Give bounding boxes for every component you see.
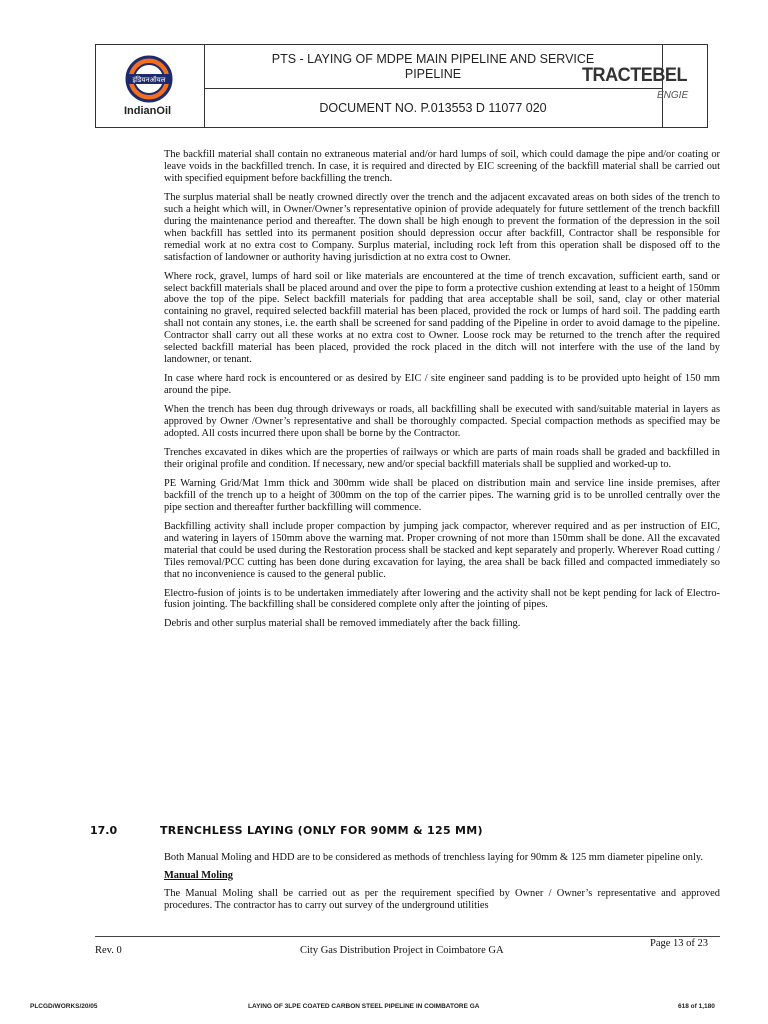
section-title: TRENCHLESS LAYING (ONLY FOR 90MM & 125 MM) (160, 824, 483, 837)
bottom-doc-title: LAYING OF 3LPE COATED CARBON STEEL PIPELINE IN COIMBATORE GA (248, 1003, 480, 1010)
document-title: PTS - LAYING OF MDPE MAIN PIPELINE AND SERVICE PIPELINE (204, 45, 662, 89)
bottom-page-count: 618 of 1,180 (678, 1003, 715, 1010)
bottom-doc-code: PLCGD/WORKS/20/05 (30, 1003, 98, 1010)
paragraph: The surplus material shall be neatly crowned directly over the trench and the adjacent excavated areas on both sides of the trench to such a height which will, in Owner/Owner’s representative opinion of provide adequately for future settlement of the trench backfill during the maintenance period and thereafter. The down shall be high enough to prevent the formation of the depression in the soil when backfill has settled into its permanent position should depression occur after backfill, Contractor shall be responsible for remedial work at no extra cost to Company. Surplus material, including rock left from this operation shall be disposed off to the satisfaction of landowner or authority having jurisdiction at no extra cost to Owner. (164, 191, 720, 263)
subheading: Manual Moling (164, 869, 233, 881)
paragraph: Trenches excavated in dikes which are the properties of railways or which are parts of main roads shall be graded and backfilled in their original profile and condition. If necessary, new and/or special backfill materials shall be supplied and worked-up to. (164, 446, 720, 470)
tractebel-logo: TRACTEBEL (582, 65, 688, 86)
section-body (164, 852, 720, 918)
paragraph: PE Warning Grid/Mat 1mm thick and 300mm wide shall be placed on distribution main and service line inside premises, after backfill of the trench up to a height of 300mm on the top of the carrier pipes. The warning grid is to be unrolled centrally over the pipe section and thereafter further backfilling will commence. (164, 477, 720, 513)
paragraph: Debris and other surplus material shall be removed immediately after the back filling. (164, 618, 521, 630)
section-intro: Both Manual Moling and HDD are to be considered as methods of trenchless laying for 90mm & 125 mm diameter pipeline only. (164, 852, 703, 863)
subsection-text: The Manual Moling shall be carried out as per the requirement specified by Owner / Owner’s representative and approved procedures. The contractor has to carry out survey of the underground utilities (164, 887, 720, 911)
project-name: City Gas Distribution Project in Coimbatore GA (300, 945, 504, 956)
page-number: Page 13 of 23 (650, 938, 709, 949)
paragraph: The backfill material shall contain no extraneous material and/or hard lumps of soil, which could damage the pipe and/or coating or leave voids in the backfilled trench. In case, it is required and directed by EIC screening of the backfill material shall be carried out with specified equipment before backfilling the trench. (164, 149, 720, 184)
footer-divider (95, 936, 720, 937)
section-number: 17.0 (90, 824, 118, 837)
document-number: DOCUMENT NO. P.013553 D 11077 020 (319, 101, 547, 115)
paragraph: When the trench has been dug through driveways or roads, all backfilling shall be executed with sand/suitable material in layers as approved by Owner /Owner’s representative and shall be thoroughly compacted. Special compaction methods as specified may be adopted. All costs incurred there upon shall be borne by the Contractor. (164, 404, 720, 440)
body-text (164, 149, 720, 637)
logo-text: IndianOil (124, 105, 172, 117)
engie-logo: ENGIE (657, 90, 689, 101)
logo-hindi-text: इंडियनऑयल (132, 76, 166, 84)
paragraph: Electro-fusion of joints is to be undertaken immediately after lowering and the activity shall not be kept pending for lack of Electro-fusion jointing. The backfilling shall be considered complete only after the jointing of pipes. (164, 587, 720, 611)
revision: Rev. 0 (95, 945, 122, 956)
paragraph: Where rock, gravel, lumps of hard soil or like materials are encountered at the time of trench excavation, sufficient earth, sand or select backfill materials shall be placed around and over the pipe to form a protective cushion extending at least to a height of 150mm above the top of the pipe. Select backfill materials for padding that area acceptable shall be soil, sand, clay or other material containing no gravel, required selected backfill material has been placed, provided the rock or lumps of hard soil. The padding earth shall not contain any stones, i.e. the earth shall be screened for sand padding of the Pipeline in order to avoid damage to the pipeline. Contractor shall carry out all these works at no extra cost to Owner. Loose rock may be returned to the trench after the required selected backfill material has been placed, provided the rock placed in the ditch will not interfere with the use of the land by landowner, or tenant. (164, 270, 721, 366)
paragraph: Backfilling activity shall include proper compaction by jumping jack compactor, wherever required and as per instruction of EIC, and watering in layers of 150mm above the warning mat. Proper crowning of not more than 150mm shall be done. All the excavated material that could be used during the Restoration process shall be stacked and kept separately and properly. Wherever Road cutting / Tiles removal/PCC cutting has been done during excavation for laying, the area shall be back filled and compacted immediately so that no inconvenience is caused to the general public. (164, 520, 720, 580)
paragraph: In case where hard rock is encountered or as desired by EIC / site engineer sand padding is to be provided upto height of 150 mm around the pipe. (164, 373, 720, 397)
